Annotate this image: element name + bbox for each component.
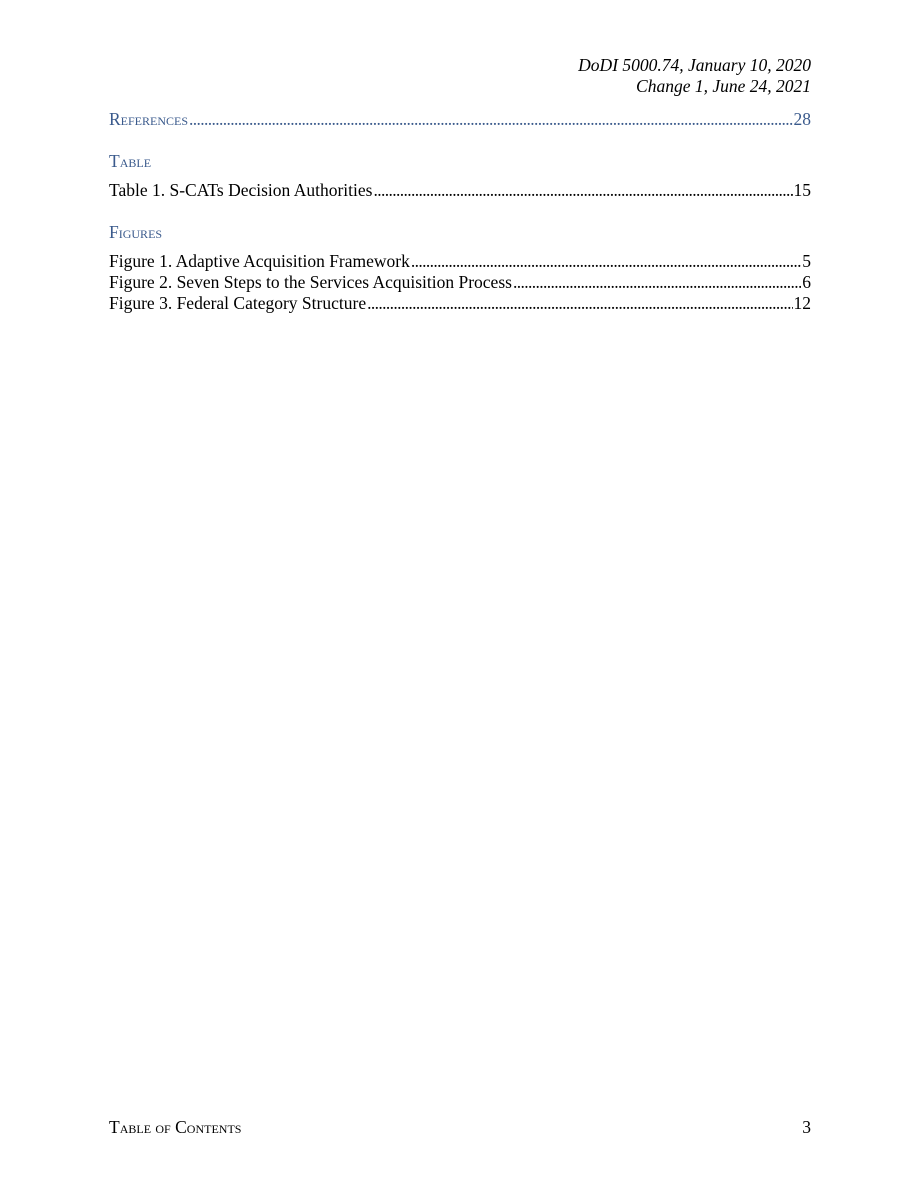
- footer-section-label: Table of Contents: [109, 1117, 242, 1137]
- toc-entry-page: 15: [793, 180, 811, 200]
- toc-leader-dots: [367, 293, 792, 314]
- header-doc-id: DoDI 5000.74, January 10, 2020: [578, 55, 811, 75]
- header-change-date: Change 1, June 24, 2021: [636, 76, 811, 96]
- toc-entry-figure-2[interactable]: [109, 272, 811, 293]
- table-of-contents: [109, 109, 811, 314]
- toc-entry-references[interactable]: [109, 109, 811, 130]
- toc-section-heading-table: Table: [109, 151, 152, 171]
- toc-section-heading-figures: Figures: [109, 222, 163, 242]
- toc-leader-dots: [411, 251, 801, 272]
- toc-entry-title: Figure 3. Federal Category Structure: [109, 293, 367, 313]
- footer-page-number: 3: [802, 1117, 811, 1137]
- toc-entry-figure-3[interactable]: [109, 293, 811, 314]
- toc-entry-table-1[interactable]: [109, 180, 811, 201]
- toc-leader-dots: [373, 180, 792, 201]
- toc-leader-dots: [513, 272, 801, 293]
- document-header: [578, 55, 811, 97]
- toc-entry-figure-1[interactable]: [109, 251, 811, 272]
- toc-entry-title: Figure 1. Adaptive Acquisition Framework: [109, 251, 410, 271]
- toc-entry-title: Table 1. S-CATs Decision Authorities: [109, 180, 373, 200]
- toc-entry-title: References: [109, 109, 189, 129]
- toc-entry-page: 12: [793, 293, 811, 313]
- toc-leader-dots: [189, 109, 792, 130]
- toc-entry-page: 5: [802, 251, 811, 271]
- toc-entry-page: 28: [793, 109, 811, 129]
- toc-entry-title: Figure 2. Seven Steps to the Services Acquisition Process: [109, 272, 512, 292]
- toc-entry-page: 6: [802, 272, 811, 292]
